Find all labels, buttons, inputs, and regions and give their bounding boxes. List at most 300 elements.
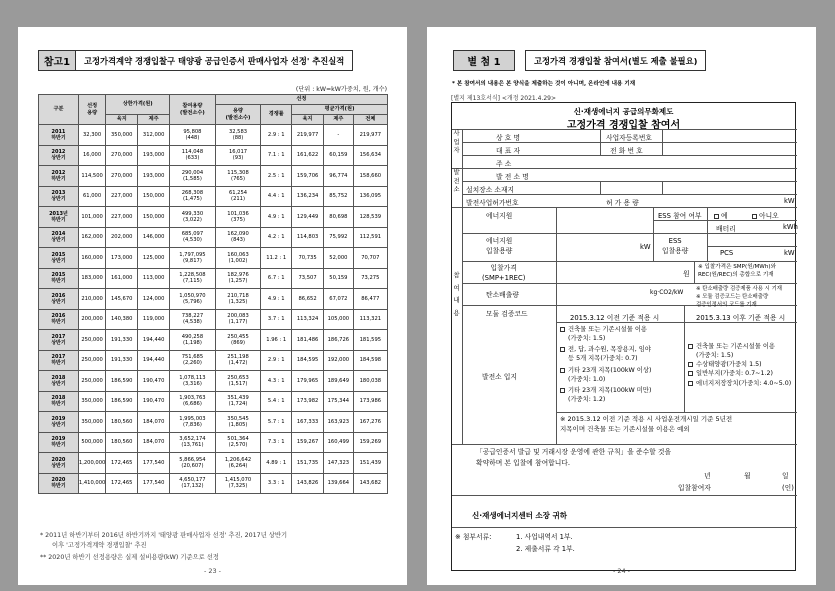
footnote-1b: 이후 '고정가격계약 경쟁입찰' 추진 (52, 542, 147, 549)
cell-sel: 200,083 (1,177) (215, 309, 261, 330)
label-plant-name: 발 전 소 명 (496, 173, 529, 181)
date-month: 월 (744, 472, 751, 480)
right-page (427, 27, 816, 585)
cell-sel: 1,415,070 (7,325) (215, 473, 261, 494)
cell-part: 1,797,095 (9,817) (170, 248, 216, 269)
row-period: 2018 하반기 (39, 391, 79, 412)
cell-a1: 143,826 (292, 473, 324, 494)
col-sel-capacity: 용량 (발전소수) (215, 105, 261, 125)
cell-comp: 4.3 : 1 (261, 371, 292, 392)
label-battery: 배터리 (716, 225, 736, 233)
cell-a3: 184,598 (353, 350, 387, 371)
location-option[interactable] (560, 386, 684, 404)
cell-c1: 186,590 (106, 391, 138, 412)
label-bid-price: 입찰가격 (SMP+1REC) (482, 264, 526, 282)
cell-comp: 7.3 : 1 (261, 432, 292, 453)
table-row (39, 248, 388, 269)
cell-a2: 52,000 (324, 248, 354, 269)
seal-mark: (인) (782, 484, 794, 492)
cell-c2: 146,000 (138, 227, 170, 248)
cell-c1: 173,000 (106, 248, 138, 269)
cell-a1: 181,486 (292, 330, 324, 351)
cell-comp: 1.96 : 1 (261, 330, 292, 351)
cell-comp: 2.9 : 1 (261, 350, 292, 371)
cell-a2: 175,344 (324, 391, 354, 412)
cell-part: 268,308 (1,475) (170, 186, 216, 207)
cell-part: 490,258 (1,198) (170, 330, 216, 351)
cell-a3: 151,439 (353, 453, 387, 474)
label-biz-number: 사업자등록번호 (606, 134, 652, 142)
cell-cap: 61,000 (78, 186, 105, 207)
cell-c2: 113,000 (138, 268, 170, 289)
addressee: 신·재생에너지센터 소장 귀하 (472, 511, 568, 520)
footnote-2: ** 2020년 하반기 선정용량은 실제 설비용량(kW) 기준으로 선정 (40, 554, 219, 561)
cell-a2: 85,752 (324, 186, 354, 207)
table-row (39, 432, 388, 453)
row-period: 2020 상반기 (39, 453, 79, 474)
location-checkbox[interactable] (560, 368, 565, 373)
cell-a1: 219,977 (292, 125, 324, 146)
table-row (39, 473, 388, 494)
col-avg-price: 평균가격(원) (292, 105, 388, 115)
form-title: 고정가격 경쟁입찰 참여서 (566, 120, 681, 131)
location-option[interactable] (560, 366, 684, 384)
cell-a2: 96,774 (324, 166, 354, 187)
cell-c2: 194,440 (138, 330, 170, 351)
location-checkbox[interactable] (688, 362, 693, 367)
ess-yes-label: 예 (721, 212, 728, 220)
pledge-text: 「공급인증서 발급 및 거래시장 운영에 관한 규칙」을 준수할 것을 확약하며 본 입찰에 참여합니다. (476, 448, 672, 467)
cell-sel: 210,718 (1,325) (215, 289, 261, 310)
cell-comp: 11.2 : 1 (261, 248, 292, 269)
cell-part: 4,650,177 (17,132) (170, 473, 216, 494)
after-standard-header: 2015.3.13 이후 기준 적용 시 (696, 314, 786, 322)
cell-a2: 50,159 (324, 268, 354, 289)
cell-comp: 7.1 : 1 (261, 145, 292, 166)
label-carbon: 탄소배출량 (486, 291, 519, 299)
cell-comp: 2.5 : 1 (261, 166, 292, 187)
left-title: 고정가격계약 경쟁입찰구 태양광 공급인증서 판매사업자 선정' 추진실적 (76, 50, 353, 71)
cell-sel: 160,063 (1,002) (215, 248, 261, 269)
cell-sel: 251,198 (1,472) (215, 350, 261, 371)
table-row (39, 207, 388, 228)
cell-cap: 16,000 (78, 145, 105, 166)
bidder-label: 입찰참여자 (678, 484, 711, 492)
col-avg-jeju: 제주 (324, 115, 354, 125)
location-checkbox[interactable] (688, 371, 693, 376)
bid-price-note: ※ 입찰가격은 SMP(원/MWh)와 REC(원/REC)의 총합으로 기재 (698, 264, 776, 279)
cell-cap: 250,000 (78, 330, 105, 351)
table-row (39, 166, 388, 187)
table-row (39, 412, 388, 433)
cell-sel: 61,254 (211) (215, 186, 261, 207)
bid-price-unit: 원 (683, 270, 690, 278)
label-module-code: 모듈 검증코드 (486, 310, 528, 318)
footnote-1a: * 2011년 하반기부터 2016년 하반기까지 '태양광 판매사업자 선정' 추진, 2017년 상반기 (40, 532, 288, 539)
cell-sel: 1,206,642 (6,264) (215, 453, 261, 474)
cell-a3: 112,591 (353, 227, 387, 248)
cell-a3: 143,682 (353, 473, 387, 494)
table-row (39, 350, 388, 371)
left-header (38, 50, 353, 71)
cell-part: 1,050,970 (5,796) (170, 289, 216, 310)
table-row (39, 330, 388, 351)
cell-c2: 119,000 (138, 309, 170, 330)
cell-c2: 124,000 (138, 289, 170, 310)
cell-a2: 80,698 (324, 207, 354, 228)
cell-c1: 227,000 (106, 207, 138, 228)
permit-capacity-unit: kW (784, 197, 795, 205)
label-plant-location: 발전소 입지 (482, 373, 517, 381)
cell-a3: 158,660 (353, 166, 387, 187)
cell-comp: 3.7 : 1 (261, 309, 292, 330)
cell-c1: 145,670 (106, 289, 138, 310)
location-checkbox[interactable] (560, 327, 565, 332)
label-energy-bid-capacity: 에너지원 입찰용량 (486, 237, 513, 255)
row-period: 2013년 하반기 (39, 207, 79, 228)
location-option[interactable] (688, 342, 797, 360)
cell-part: 738,227 (4,538) (170, 309, 216, 330)
cell-c2: 194,440 (138, 350, 170, 371)
carbon-note: ※ 탄소배출량 검증제품 사용 시 기재 ※ 모듈 검증코드는 탄소배출량 검증인정서의 코드를 기재 (696, 286, 782, 309)
cell-c2: 193,000 (138, 145, 170, 166)
cell-c1: 172,465 (106, 473, 138, 494)
cell-c1: 270,000 (106, 166, 138, 187)
cell-a1: 161,622 (292, 145, 324, 166)
table-row (39, 125, 388, 146)
cell-c1: 180,560 (106, 412, 138, 433)
cell-c1: 202,000 (106, 227, 138, 248)
before-location-options (560, 325, 684, 406)
table-row (39, 371, 388, 392)
cell-c2: 193,000 (138, 166, 170, 187)
cell-cap: 200,000 (78, 309, 105, 330)
cell-comp: 4.2 : 1 (261, 227, 292, 248)
cell-a2: 75,992 (324, 227, 354, 248)
location-option[interactable] (688, 369, 797, 378)
reference-tag: 참고1 (38, 50, 76, 71)
carbon-unit: kg·CO2/kW (650, 289, 684, 296)
cell-sel: 351,439 (1,724) (215, 391, 261, 412)
before-standard-header: 2015.3.12 이전 기준 적용 시 (570, 314, 660, 322)
cell-a2: 189,649 (324, 371, 354, 392)
cell-sel: 350,545 (1,805) (215, 412, 261, 433)
label-ess-bid-capacity: ESS 입찰용량 (662, 237, 689, 255)
cell-part: 1,995,003 (7,836) (170, 412, 216, 433)
location-option-label: 건축물 또는 기존시설물 이용 (가중치: 1.5) (568, 326, 647, 343)
cell-a3: 128,539 (353, 207, 387, 228)
cell-sel: 501,364 (2,570) (215, 432, 261, 453)
cell-c2: 150,000 (138, 207, 170, 228)
row-period: 2014 상반기 (39, 227, 79, 248)
row-period: 2016 하반기 (39, 309, 79, 330)
label-install-address: 설치장소 소재지 (466, 186, 515, 194)
cell-part: 95,808 (448) (170, 125, 216, 146)
cell-c2: 125,000 (138, 248, 170, 269)
cell-cap: 350,000 (78, 391, 105, 412)
bid-section-label: 참 여 내 용 (453, 272, 460, 317)
location-option-label: 수상태양광(가중치 1.5) (696, 361, 762, 369)
location-checkbox[interactable] (560, 347, 565, 352)
row-period: 2012 상반기 (39, 145, 79, 166)
cell-c2: 190,470 (138, 391, 170, 412)
cell-c1: 191,330 (106, 350, 138, 371)
col-avg-total: 전체 (353, 115, 387, 125)
row-period: 2019 상반기 (39, 412, 79, 433)
cell-a1: 73,507 (292, 268, 324, 289)
location-option[interactable] (560, 325, 684, 343)
ess-no-label: 아니오 (759, 212, 779, 220)
cell-c1: 270,000 (106, 145, 138, 166)
cell-c2: 190,470 (138, 371, 170, 392)
cell-comp: 4.89 : 1 (261, 453, 292, 474)
cell-c2: 184,070 (138, 432, 170, 453)
cell-a2: 186,726 (324, 330, 354, 351)
cell-a3: 86,477 (353, 289, 387, 310)
cell-cap: 183,000 (78, 268, 105, 289)
cell-a2: 105,000 (324, 309, 354, 330)
location-checkbox[interactable] (688, 344, 693, 349)
cell-part: 3,652,174 (13,761) (170, 432, 216, 453)
cell-a1: 179,965 (292, 371, 324, 392)
col-ceiling-jeju: 제주 (138, 115, 170, 125)
cell-part: 1,078,113 (3,316) (170, 371, 216, 392)
left-page (18, 27, 407, 585)
col-competition: 경쟁률 (261, 105, 292, 125)
attachment-1: 1. 사업내역서 1부. (516, 533, 573, 541)
cell-cap: 32,300 (78, 125, 105, 146)
label-address: 주 소 (496, 160, 512, 168)
table-row (39, 289, 388, 310)
form-number: [별지 제13호서식] <개정 2021.4.29> (451, 95, 556, 102)
cell-a3: 70,707 (353, 248, 387, 269)
cell-a3: 156,634 (353, 145, 387, 166)
col-ceiling-land: 육지 (106, 115, 138, 125)
pcs-unit: kW (784, 249, 795, 257)
cell-sel: 162,090 (843) (215, 227, 261, 248)
cell-c2: 150,000 (138, 186, 170, 207)
label-energy-source: 에너지원 (486, 212, 513, 220)
cell-cap: 160,000 (78, 248, 105, 269)
location-option[interactable] (560, 345, 684, 363)
table-row (39, 309, 388, 330)
cell-a1: 136,234 (292, 186, 324, 207)
location-option[interactable] (688, 379, 797, 388)
cell-sel: 250,653 (1,517) (215, 371, 261, 392)
cell-part: 114,048 (633) (170, 145, 216, 166)
cell-a2: 147,323 (324, 453, 354, 474)
cell-c1: 350,000 (106, 125, 138, 146)
cell-part: 5,866,954 (20,607) (170, 453, 216, 474)
table-row (39, 268, 388, 289)
row-period: 2013 상반기 (39, 186, 79, 207)
label-permit-capacity: 허 가 용 량 (606, 199, 639, 207)
cell-a1: 159,267 (292, 432, 324, 453)
cell-a3: 113,321 (353, 309, 387, 330)
ess-no-option[interactable] (752, 210, 779, 220)
table-row (39, 391, 388, 412)
cell-comp: 3.3 : 1 (261, 473, 292, 494)
cell-cap: 1,410,000 (78, 473, 105, 494)
label-pcs: PCS (720, 249, 734, 257)
cell-part: 685,097 (4,530) (170, 227, 216, 248)
cell-sel: 16,017 (93) (215, 145, 261, 166)
cell-comp: 5.7 : 1 (261, 412, 292, 433)
date-year: 년 (704, 472, 711, 480)
row-period: 2016 상반기 (39, 289, 79, 310)
row-period: 2018 상반기 (39, 371, 79, 392)
cell-part: 290,004 (1,585) (170, 166, 216, 187)
cell-c1: 227,000 (106, 186, 138, 207)
cell-a2: 192,000 (324, 350, 354, 371)
results-table (38, 94, 388, 494)
cell-a1: 70,735 (292, 248, 324, 269)
ess-yes-checkbox[interactable] (714, 214, 719, 219)
cell-a1: 173,982 (292, 391, 324, 412)
cell-comp: 2.9 : 1 (261, 125, 292, 146)
location-checkbox[interactable] (688, 381, 693, 386)
cell-cap: 210,000 (78, 289, 105, 310)
cell-a3: 180,038 (353, 371, 387, 392)
online-notice: * 본 참여서의 내용은 본 양식을 제출하는 것이 아니며, 온라인에 내용 기재 (452, 81, 636, 87)
attachment-label: ※ 첨부서류: (455, 533, 492, 541)
location-option-label: 일반부지(가중치: 0.7~1.2) (696, 370, 773, 378)
row-period: 2020 하반기 (39, 473, 79, 494)
cell-a1: 167,333 (292, 412, 324, 433)
cell-a2: 139,664 (324, 473, 354, 494)
cell-a3: 73,275 (353, 268, 387, 289)
cell-a2: - (324, 125, 354, 146)
cell-sel: 250,455 (869) (215, 330, 261, 351)
col-participation: 참여용량 (발전소수) (170, 95, 216, 125)
cell-a2: 60,159 (324, 145, 354, 166)
col-ceiling-price: 상한가격(원) (106, 95, 170, 115)
cell-sel: 101,036 (375) (215, 207, 261, 228)
cell-a3: 173,986 (353, 391, 387, 412)
after-location-options (688, 342, 797, 388)
unit-note: (단위 : kW=kW가중치, 원, 개수) (295, 86, 387, 93)
cell-sel: 32,583 (88) (215, 125, 261, 146)
cell-a3: 136,095 (353, 186, 387, 207)
col-selection: 선정 (215, 95, 387, 105)
energy-bid-unit: kW (640, 243, 651, 251)
location-option-label: 에너지저장장치(가중치: 4.0~5.0) (696, 379, 792, 387)
page-number: - 23 - (203, 567, 222, 575)
table-row (39, 145, 388, 166)
location-option-label: 기타 23개 지목(100kW 미만) (가중치: 1.2) (568, 386, 652, 403)
row-period: 2011 하반기 (39, 125, 79, 146)
cell-a3: 167,276 (353, 412, 387, 433)
location-option-label: 기타 23개 지목(100kW 이상) (가중치: 1.0) (568, 366, 652, 383)
cell-a1: 86,652 (292, 289, 324, 310)
cell-cap: 250,000 (78, 350, 105, 371)
battery-unit: kWh (783, 223, 798, 231)
cell-a1: 114,803 (292, 227, 324, 248)
applicant-section-label: 사 업 자 (453, 130, 460, 154)
cell-a3: 181,595 (353, 330, 387, 351)
cell-c1: 191,330 (106, 330, 138, 351)
cell-part: 1,903,763 (6,686) (170, 391, 216, 412)
plant-section-label: 발 전 소 (453, 169, 460, 193)
cell-c1: 180,560 (106, 432, 138, 453)
location-checkbox[interactable] (560, 388, 565, 393)
right-header (453, 50, 706, 71)
cell-part: 1,228,508 (7,115) (170, 268, 216, 289)
date-day: 일 (782, 472, 789, 480)
cell-a1: 159,706 (292, 166, 324, 187)
cell-a1: 184,595 (292, 350, 324, 371)
cell-cap: 101,000 (78, 207, 105, 228)
cell-cap: 162,000 (78, 227, 105, 248)
cell-cap: 350,000 (78, 412, 105, 433)
cell-cap: 250,000 (78, 371, 105, 392)
cell-a1: 113,324 (292, 309, 324, 330)
page-number: - 24 - (612, 567, 631, 575)
table-row (39, 186, 388, 207)
table-row (39, 453, 388, 474)
table-row (39, 227, 388, 248)
cell-a2: 160,499 (324, 432, 354, 453)
location-option[interactable] (688, 360, 797, 369)
ess-yes-option[interactable] (714, 210, 728, 220)
attachment-2: 2. 제출서류 각 1부. (516, 545, 575, 553)
col-avg-land: 육지 (292, 115, 324, 125)
cell-a1: 151,735 (292, 453, 324, 474)
cell-a2: 163,923 (324, 412, 354, 433)
cell-comp: 4.4 : 1 (261, 186, 292, 207)
col-selected-capacity: 선정 용량 (78, 95, 105, 125)
cell-c1: 172,465 (106, 453, 138, 474)
cell-comp: 5.4 : 1 (261, 391, 292, 412)
cell-a2: 67,072 (324, 289, 354, 310)
row-period: 2017 상반기 (39, 330, 79, 351)
cell-part: 499,330 (3,022) (170, 207, 216, 228)
cell-a1: 129,449 (292, 207, 324, 228)
row-period: 2015 상반기 (39, 248, 79, 269)
label-phone: 전 화 번 호 (610, 147, 643, 155)
cell-sel: 115,308 (765) (215, 166, 261, 187)
location-option-label: 전, 답, 과수원, 목장용지, 임야 등 5개 지목(가중치: 0.7) (568, 346, 651, 363)
cell-sel: 182,976 (1,257) (215, 268, 261, 289)
cell-cap: 114,500 (78, 166, 105, 187)
location-note: ※ 2015.3.12 이전 기준 적용 시 사업운전개시일 기준 5년전 지목이며 건축물 또는 기존시설물 이용은 예외 (560, 415, 733, 433)
cell-part: 751,685 (2,260) (170, 350, 216, 371)
cell-comp: 4.9 : 1 (261, 207, 292, 228)
row-period: 2012 하반기 (39, 166, 79, 187)
cell-cap: 1,200,000 (78, 453, 105, 474)
row-period: 2019 하반기 (39, 432, 79, 453)
form-head: 신·재생에너지 공급의무화제도 (573, 107, 674, 116)
cell-a3: 219,977 (353, 125, 387, 146)
cell-c1: 161,000 (106, 268, 138, 289)
cell-c1: 140,380 (106, 309, 138, 330)
label-company: 상 호 명 (496, 134, 521, 142)
label-ess-participation: ESS 참여 여부 (658, 212, 702, 220)
row-period: 2017 하반기 (39, 350, 79, 371)
cell-c2: 312,000 (138, 125, 170, 146)
ess-no-checkbox[interactable] (752, 214, 757, 219)
row-period: 2015 하반기 (39, 268, 79, 289)
cell-comp: 6.7 : 1 (261, 268, 292, 289)
label-representative: 대 표 자 (496, 147, 521, 155)
label-plant-biz-number: 발전사업허가번호 (466, 199, 519, 207)
cell-c2: 177,540 (138, 473, 170, 494)
cell-comp: 4.9 : 1 (261, 289, 292, 310)
cell-c2: 177,540 (138, 453, 170, 474)
attachment-tag: 별 첨 1 (453, 50, 515, 71)
cell-c2: 184,070 (138, 412, 170, 433)
cell-c1: 186,590 (106, 371, 138, 392)
